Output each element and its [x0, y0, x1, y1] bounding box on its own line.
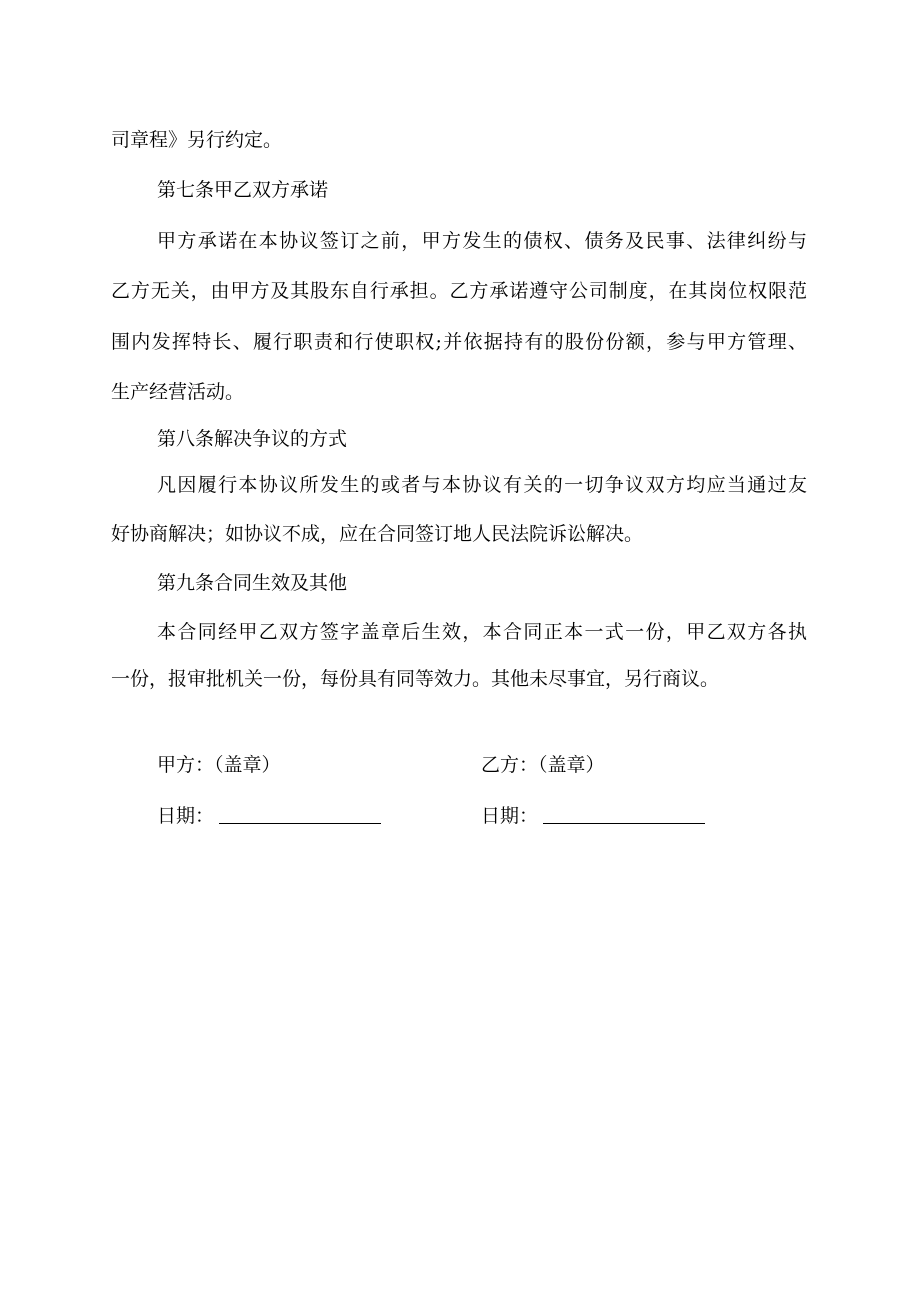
party-a-date-label: 日期：: [157, 805, 215, 827]
article-7-line-1: 甲方承诺在本协议签订之前，甲方发生的债权、债务及民事、法律纠纷与: [157, 230, 807, 252]
article-8-line-1: 凡因履行本协议所发生的或者与本协议有关的一切争议双方均应当通过友: [157, 474, 807, 496]
article-7-line-2: 乙方无关，由甲方及其股东自行承担。乙方承诺遵守公司制度，在其岗位权限范: [111, 280, 807, 302]
party-a-seal-label: 甲方：（盖章）: [157, 754, 281, 776]
party-b-date-line: [543, 823, 705, 824]
article-7-heading: 第七条甲乙双方承诺: [157, 179, 329, 201]
party-a-date-line: [219, 823, 381, 824]
article-9-line-1: 本合同经甲乙双方签字盖章后生效，本合同正本一式一份，甲乙双方各执: [157, 621, 807, 643]
article-9-line-2: 一份，报审批机关一份，每份具有同等效力。其他未尽事宜，另行商议。: [111, 668, 720, 690]
party-b-seal-label: 乙方：（盖章）: [481, 754, 605, 776]
article-7-line-3: 围内发挥特长、履行职责和行使职权;并依据持有的股份份额，参与甲方管理、: [111, 331, 807, 353]
article-7-line-4: 生产经营活动。: [111, 381, 245, 403]
continuation-text: 司章程》另行约定。: [111, 129, 283, 151]
article-8-line-2: 好协商解决；如协议不成，应在合同签订地人民法院诉讼解决。: [111, 523, 644, 545]
party-b-date-label: 日期：: [481, 805, 539, 827]
article-9-heading: 第九条合同生效及其他: [157, 572, 348, 594]
article-8-heading: 第八条解决争议的方式: [157, 428, 348, 450]
